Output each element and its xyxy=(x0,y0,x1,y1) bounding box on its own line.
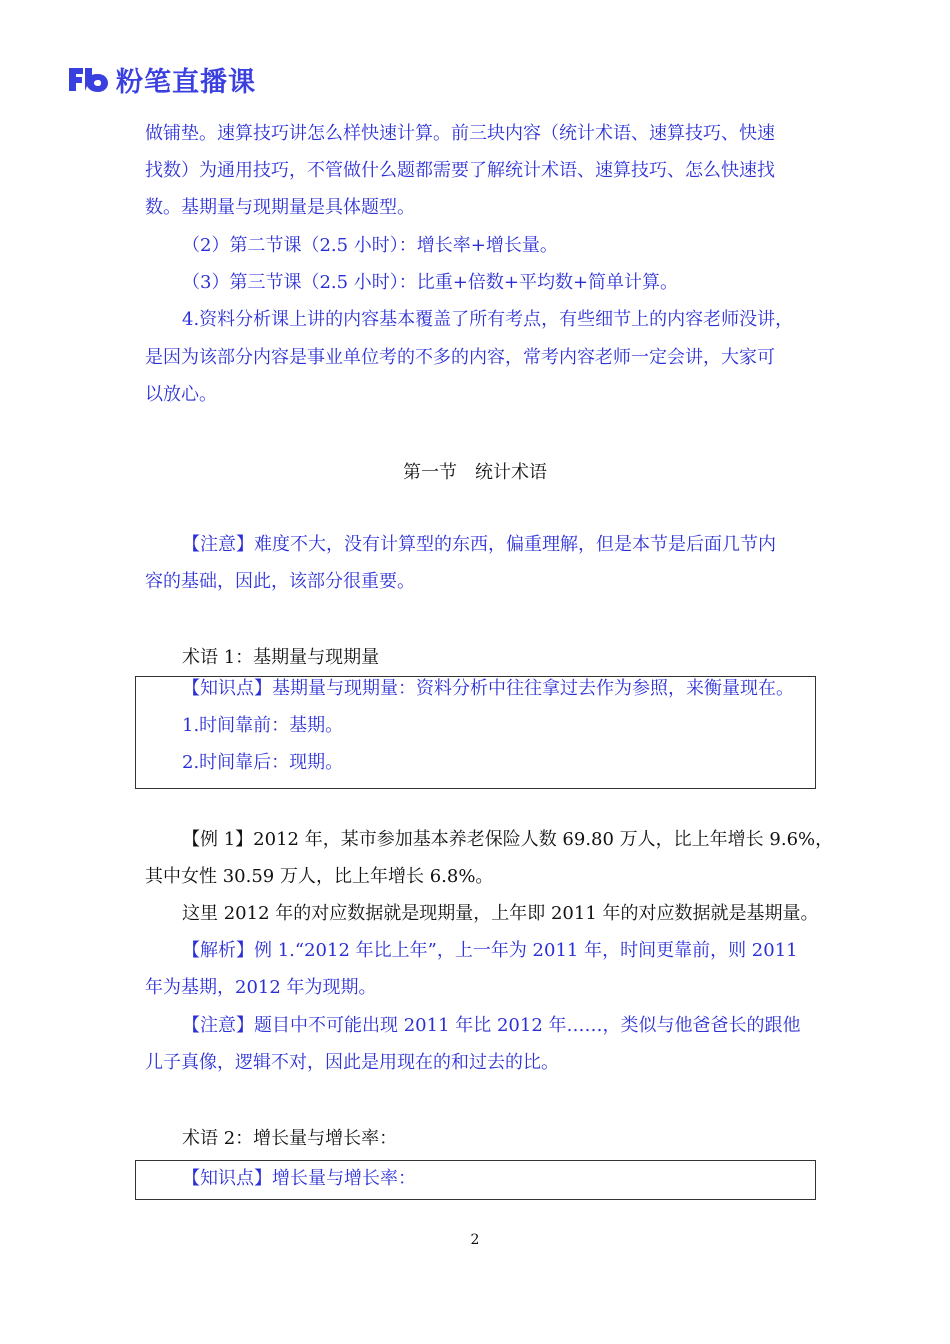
example-1-note-line-1: 【注意】题目中不可能出现 2011 年比 2012 年……，类似与他爸爸长的跟他 xyxy=(182,1015,801,1036)
intro-item-3: （3）第三节课（2.5 小时）：比重+倍数+平均数+简单计算。 xyxy=(182,272,679,293)
intro-item-4-line-1: 4.资料分析课上讲的内容基本覆盖了所有考点，有些细节上的内容老师没讲， xyxy=(182,309,794,330)
term-2-heading: 术语 2：增长量与增长率： xyxy=(182,1128,398,1149)
example-1-line-3: 这里 2012 年的对应数据就是现期量，上年即 2011 年的对应数据就是基期量。 xyxy=(182,903,819,924)
intro-item-4-line-2: 是因为该部分内容是事业单位考的不多的内容，常考内容老师一定会讲，大家可 xyxy=(145,347,775,368)
term-1-heading: 术语 1：基期量与现期量 xyxy=(182,647,380,668)
term-2-box-line-1: 【知识点】增长量与增长率： xyxy=(182,1168,416,1189)
term-1-box-line-3: 2.时间靠后：现期。 xyxy=(182,752,344,773)
example-1-line-1: 【例 1】2012 年，某市参加基本养老保险人数 69.80 万人，比上年增长 9.6%， xyxy=(182,829,834,850)
brand-text: 粉笔直播课 xyxy=(116,66,256,98)
intro-item-4-line-3: 以放心。 xyxy=(145,384,217,405)
intro-line-2: 找数）为通用技巧，不管做什么题都需要了解统计术语、速算技巧、怎么快速找 xyxy=(145,160,775,181)
intro-item-2: （2）第二节课（2.5 小时）：增长率+增长量。 xyxy=(182,235,558,256)
example-1-analysis-line-1: 【解析】例 1.“2012 年比上年”，上一年为 2011 年，时间更靠前，则 2011 xyxy=(182,940,798,961)
intro-line-1: 做铺垫。速算技巧讲怎么样快速计算。前三块内容（统计术语、速算技巧、快速 xyxy=(145,123,775,144)
example-1-analysis-line-2: 年为基期，2012 年为现期。 xyxy=(145,977,377,998)
intro-line-3: 数。基期量与现期量是具体题型。 xyxy=(145,197,415,218)
brand-logo xyxy=(66,62,256,96)
term-1-box-line-2: 1.时间靠前：基期。 xyxy=(182,715,344,736)
page-number: 2 xyxy=(470,1232,480,1248)
term-1-box-line-1: 【知识点】基期量与现期量：资料分析中往往拿过去作为参照，来衡量现在。 xyxy=(182,678,794,699)
example-1-note-line-2: 儿子真像，逻辑不对，因此是用现在的和过去的比。 xyxy=(145,1052,559,1073)
section-title: 第一节 统计术语 xyxy=(403,462,547,483)
note-1-line-1: 【注意】难度不大，没有计算型的东西，偏重理解，但是本节是后面几节内 xyxy=(182,534,776,555)
example-1-line-2: 其中女性 30.59 万人，比上年增长 6.8%。 xyxy=(145,866,494,887)
note-1-line-2: 容的基础，因此，该部分很重要。 xyxy=(145,571,415,592)
fb-logo-icon xyxy=(66,64,110,94)
